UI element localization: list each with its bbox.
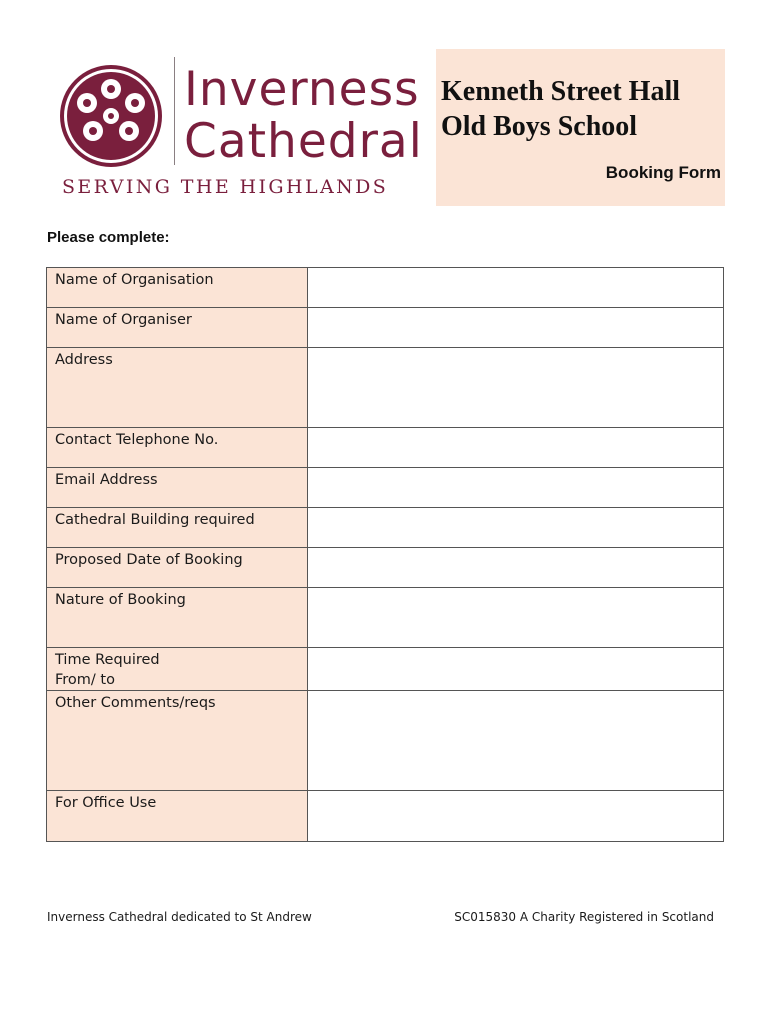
venue-title-line-2: Old Boys School xyxy=(441,111,638,142)
form-row-email xyxy=(47,468,724,508)
logo-word-cathedral: Cathedral xyxy=(184,114,423,169)
form-row-telephone xyxy=(47,428,724,468)
field-label: Time Required From/ to xyxy=(47,648,308,691)
field-label: Address xyxy=(47,348,308,428)
footer-charity-number: SC015830 A Charity Registered in Scotland xyxy=(454,910,714,924)
telephone-field[interactable] xyxy=(308,428,724,468)
form-row-address xyxy=(47,348,724,428)
logo-tagline: SERVING THE HIGHLANDS xyxy=(62,176,389,198)
booking-date-field[interactable] xyxy=(308,548,724,588)
rose-window-seal-icon xyxy=(58,63,164,169)
field-label: Name of Organisation xyxy=(47,268,308,308)
email-field[interactable] xyxy=(308,468,724,508)
field-label: Other Comments/reqs xyxy=(47,691,308,791)
form-row-comments xyxy=(47,691,724,791)
form-row-office-use xyxy=(47,791,724,842)
address-field[interactable] xyxy=(308,348,724,428)
booking-form-table xyxy=(46,267,724,842)
time-required-field[interactable] xyxy=(308,648,724,691)
form-row-organiser xyxy=(47,308,724,348)
organiser-name-field[interactable] xyxy=(308,308,724,348)
booking-nature-field[interactable] xyxy=(308,588,724,648)
form-row-date xyxy=(47,548,724,588)
organisation-name-field[interactable] xyxy=(308,268,724,308)
form-row-building xyxy=(47,508,724,548)
form-instruction: Please complete: xyxy=(47,229,170,246)
field-label: Contact Telephone No. xyxy=(47,428,308,468)
logo-divider xyxy=(174,57,175,165)
form-row-nature xyxy=(47,588,724,648)
field-label: Proposed Date of Booking xyxy=(47,548,308,588)
venue-title-line-1: Kenneth Street Hall xyxy=(441,76,681,107)
field-label: Nature of Booking xyxy=(47,588,308,648)
title-panel xyxy=(436,49,725,206)
building-required-field[interactable] xyxy=(308,508,724,548)
footer-dedication: Inverness Cathedral dedicated to St Andrew xyxy=(47,910,312,924)
form-row-organisation xyxy=(47,268,724,308)
office-use-field xyxy=(308,791,724,842)
field-label: For Office Use xyxy=(47,791,308,842)
form-subtitle: Booking Form xyxy=(605,163,721,182)
logo-word-inverness: Inverness xyxy=(184,62,420,117)
field-label: Cathedral Building required xyxy=(47,508,308,548)
comments-field[interactable] xyxy=(308,691,724,791)
field-label: Name of Organiser xyxy=(47,308,308,348)
form-row-time xyxy=(47,648,724,691)
field-label: Email Address xyxy=(47,468,308,508)
cathedral-logo xyxy=(58,55,426,205)
